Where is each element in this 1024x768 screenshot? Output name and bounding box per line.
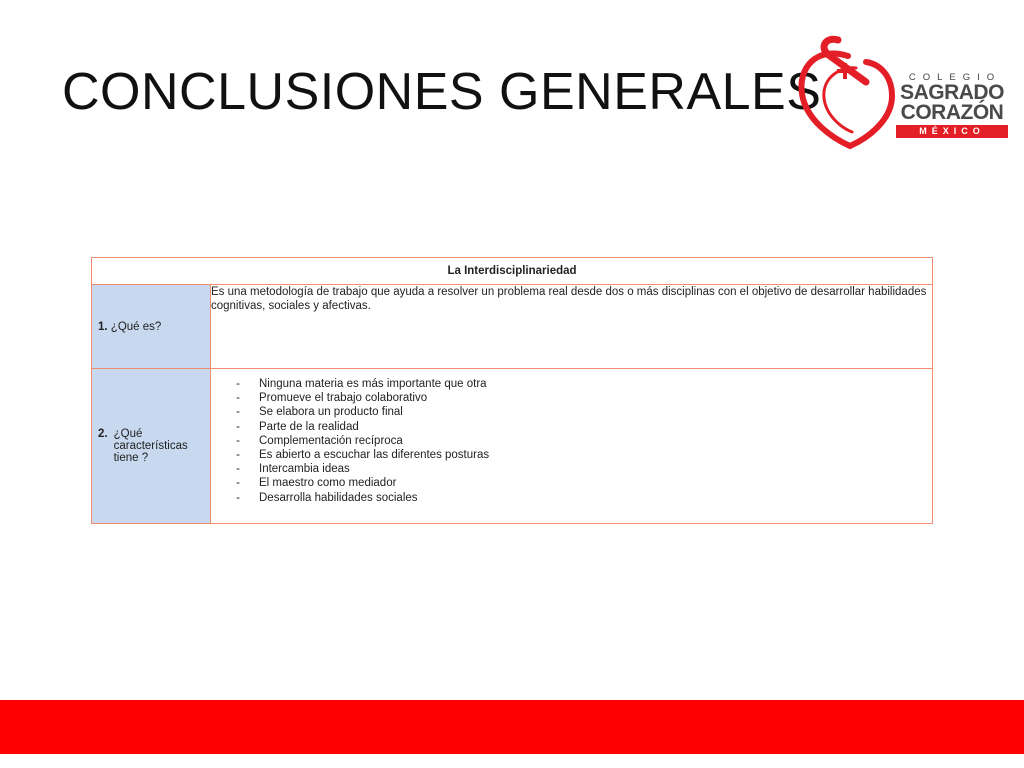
list-item-text: El maestro como mediador <box>259 477 397 490</box>
list-item-text: Ninguna materia es más importante que otra <box>259 378 487 390</box>
list-item-text: Parte de la realidad <box>259 420 359 433</box>
list-item-text: Promueve el trabajo colaborativo <box>259 392 428 405</box>
question-number: 2. <box>98 428 108 440</box>
table-row <box>92 369 933 524</box>
list-item <box>211 377 932 391</box>
logo-corazon: CORAZÓN <box>900 101 1004 124</box>
table-header-row <box>92 258 933 285</box>
bullet-dash: - <box>236 392 240 405</box>
list-item <box>211 420 932 434</box>
question-text: ¿Qué características tiene ? <box>113 428 188 464</box>
list-item <box>211 476 932 490</box>
list-item-text: Intercambia ideas <box>259 463 350 476</box>
answer-cell-2 <box>211 369 933 524</box>
slide-title: CONCLUSIONES GENERALES <box>62 63 822 121</box>
question-number: 1. <box>98 320 108 333</box>
list-item <box>211 448 932 462</box>
bullet-dash: - <box>236 434 240 447</box>
table-row <box>92 285 933 369</box>
logo-colegio: COLEGIO <box>908 72 1002 83</box>
table-header: La Interdisciplinariedad <box>92 258 933 285</box>
list-item-text: Se elabora un producto final <box>259 406 403 419</box>
school-logo <box>796 34 1010 152</box>
list-item <box>211 391 932 405</box>
bullet-dash: - <box>236 406 240 419</box>
list-item <box>211 462 932 476</box>
logo-sagrado: SAGRADO <box>900 81 1004 104</box>
heart-cross-icon <box>796 34 906 152</box>
bullet-dash: - <box>236 491 240 504</box>
list-item <box>211 405 932 419</box>
list-item-text: Es abierto a escuchar las diferentes posturas <box>259 449 490 462</box>
bullet-dash: - <box>236 449 240 462</box>
bullet-dash: - <box>236 378 240 390</box>
question-cell-2 <box>92 369 211 524</box>
answer-cell-1 <box>211 285 933 369</box>
footer-bar <box>0 700 1024 754</box>
answer-text: Es una metodología de trabajo que ayuda a resolver un problema real desde dos o más disciplinas con el objetivo de desarrollar habilidades cognitivas, sociales y afectivas. <box>211 286 927 312</box>
question-cell-1 <box>92 285 211 369</box>
list-item <box>211 491 932 505</box>
interdisciplinariedad-table <box>91 257 933 524</box>
bullet-dash: - <box>236 463 240 476</box>
list-item-text: Desarrolla habilidades sociales <box>259 491 418 504</box>
characteristics-list <box>211 377 932 505</box>
list-item-text: Complementación recíproca <box>259 434 403 447</box>
logo-mexico: MÉXICO <box>896 125 1008 138</box>
list-item <box>211 434 932 448</box>
question-text: ¿Qué es? <box>110 320 162 333</box>
bullet-dash: - <box>236 477 240 490</box>
bullet-dash: - <box>236 420 240 433</box>
